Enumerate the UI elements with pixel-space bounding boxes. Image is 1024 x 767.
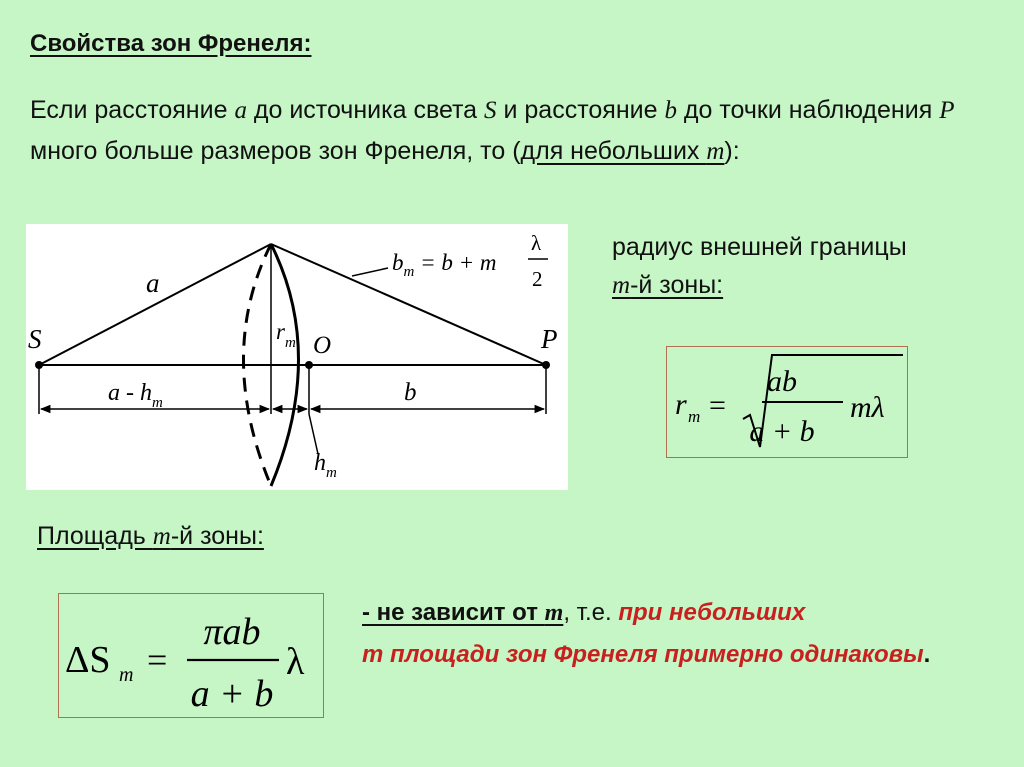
formula-bm-sub: m — [403, 264, 415, 280]
radius-label-line2 — [612, 266, 907, 305]
formula-bm-lambda: λ — [531, 231, 542, 255]
intro-condition-text: для небольших — [520, 137, 707, 165]
radius-formula-tail: mλ — [850, 391, 885, 424]
area-label — [37, 522, 264, 551]
label-r-sub: m — [284, 335, 296, 351]
area-formula-box — [58, 593, 324, 718]
label-O: O — [313, 332, 332, 359]
label-a-minus-h-main: a - h — [108, 380, 152, 406]
label-S: S — [28, 324, 42, 354]
var-P: P — [939, 97, 955, 124]
radius-label-m: m — [612, 272, 631, 299]
radius-formula-box — [666, 346, 908, 458]
note-text-1: - не зависит от — [362, 599, 545, 626]
area-label-m: m — [152, 523, 171, 550]
intro-text-6: ): — [724, 137, 740, 165]
fresnel-diagram — [26, 224, 568, 490]
label-r — [276, 319, 296, 351]
area-formula-sub: m — [119, 664, 134, 686]
note-m1: m — [544, 600, 564, 626]
radius-formula-den: a + b — [749, 415, 815, 448]
page-title: Свойства зон Френеля: — [30, 30, 312, 57]
radius-label-line2-text: -й зоны: — [630, 271, 724, 299]
note-end: . — [923, 641, 931, 668]
note-text-2: , т.е. — [563, 599, 619, 626]
var-a: a — [234, 97, 247, 124]
intro-text-2: до источника света — [246, 96, 485, 124]
area-label-text-1: Площадь — [37, 522, 153, 550]
leader-bm — [352, 268, 388, 276]
area-formula-delta-s: ΔS — [65, 639, 111, 681]
label-r-main: r — [276, 319, 285, 344]
radius-formula-r: r — [675, 388, 687, 421]
note-red-2: площади зон Френеля примерно одинаковы — [383, 641, 924, 668]
area-formula-den: a + b — [190, 673, 274, 715]
radius-formula-sub: m — [688, 407, 701, 426]
label-b: b — [404, 379, 417, 406]
intro-condition — [521, 137, 725, 165]
leader-h — [309, 414, 318, 454]
ray-a — [39, 244, 271, 365]
var-m: m — [706, 138, 725, 165]
intro-text-5: много больше размеров зон Френеля, то ( — [30, 137, 521, 165]
var-S: S — [484, 97, 497, 124]
note-red-block — [362, 641, 924, 668]
label-a: a — [146, 268, 160, 298]
formula-bm-rest: = b + m — [414, 250, 497, 275]
area-formula-num: πab — [203, 611, 261, 653]
var-b: b — [664, 97, 677, 124]
radius-label-line1: радиус внешней границы — [612, 233, 907, 261]
formula-bm-b: b — [392, 250, 404, 275]
label-h-main: h — [314, 450, 326, 476]
label-h-sub: m — [326, 465, 337, 481]
radius-label — [612, 228, 907, 305]
area-formula-eq: = — [147, 640, 168, 680]
label-a-minus-h — [108, 380, 163, 411]
formula-bm — [392, 250, 497, 280]
radius-formula-eq: = — [709, 389, 726, 422]
area-formula-tail: λ — [286, 641, 305, 683]
area-label-text-2: -й зоны: — [170, 522, 264, 550]
area-formula-svg — [59, 594, 323, 717]
radius-formula-num: ab — [767, 365, 797, 398]
note-m2: m — [362, 641, 384, 668]
radius-formula-svg — [667, 347, 907, 457]
intro-paragraph — [30, 90, 990, 172]
note-underlined — [362, 599, 563, 626]
area-note — [362, 592, 962, 676]
intro-text-3: и расстояние — [496, 96, 665, 124]
formula-bm-two: 2 — [532, 267, 543, 291]
intro-text-1: Если расстояние — [30, 96, 235, 124]
label-h — [314, 450, 337, 481]
label-P: P — [541, 324, 558, 354]
intro-text-4: до точки наблюдения — [676, 96, 940, 124]
note-red-1: при небольших — [618, 599, 806, 626]
fresnel-diagram-svg — [26, 224, 568, 490]
label-a-minus-h-sub: m — [152, 395, 163, 411]
